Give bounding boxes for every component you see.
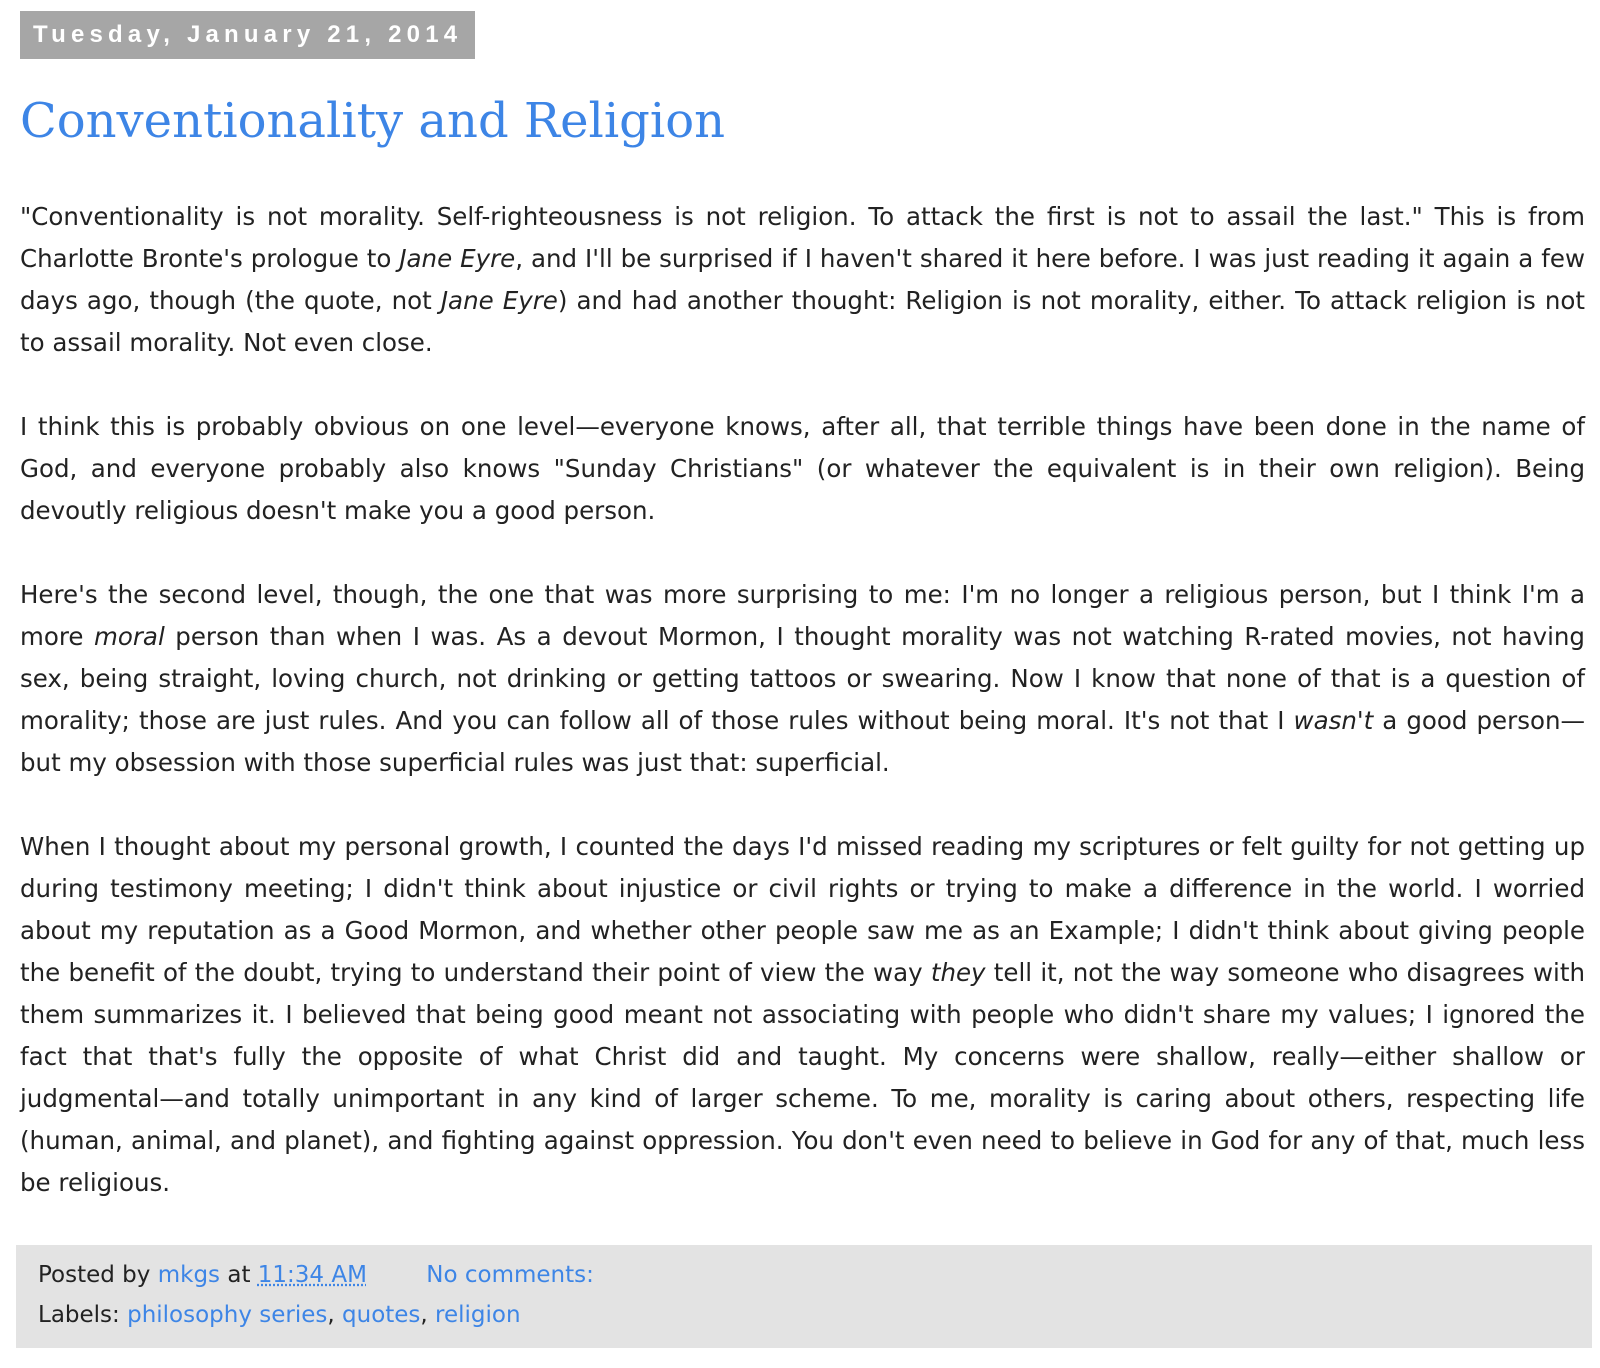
timestamp-link[interactable]: 11:34 AM [257, 1262, 367, 1288]
post-title: Conventionality and Religion [20, 93, 726, 149]
paragraph-1 [20, 196, 1585, 364]
post-footer [16, 1245, 1592, 1348]
paragraph-1-text-a: "Conventionality is not morality. Self-righteousness is not religion. To attack the first is not to assail the last." This is from Charlotte Bronte's prologue to [20, 202, 1585, 273]
emphasis: moral [94, 622, 165, 651]
emphasis: they [930, 958, 986, 987]
paragraph-2: I think this is probably obvious on one level—everyone knows, after all, that terrible things have been done in the name of God, and everyone probably also knows "Sunday Christians" (or whatever the equivalent is in their own religion). Being devoutly religious doesn't make you a good person. [20, 412, 1585, 525]
post-labels-line [38, 1295, 1570, 1335]
at-label: at [227, 1262, 251, 1288]
label-link-philosophy-series[interactable]: philosophy series [127, 1302, 328, 1328]
comments-link[interactable]: No comments: [426, 1262, 594, 1288]
paragraph-1-text-b: , and I'll be surprised if I haven't shared it here before. I was just reading it again a few days ago, though (the quote, not [20, 244, 1585, 315]
posted-by-label: Posted by [38, 1262, 151, 1288]
post-meta-line [38, 1255, 1570, 1295]
label-link-religion[interactable]: religion [435, 1302, 521, 1328]
post-body [20, 196, 1585, 1246]
paragraph-3-text-a: Here's the second level, though, the one that was more surprising to me: I'm no longer a religious person, but I think I'm a more [20, 580, 1585, 651]
paragraph-4-text-a: When I thought about my personal growth, I counted the days I'd missed reading my scriptures or felt guilty for not getting up during testimony meeting; I didn't think about injustice or civil rights or trying to make a difference in the world. I worried about my reputation as a Good Mormon, and whether other people saw me as an Example; I didn't think about giving people the benefit of the doubt, trying to understand their point of view the way [20, 832, 1585, 987]
labels-label: Labels: [38, 1302, 120, 1328]
paragraph-3-text-b: person than when I was. As a devout Mormon, I thought morality was not watching R-rated movies, not having sex, being straight, loving church, not drinking or getting tattoos or swearing. Now I know that none of that is a question of morality; those are just rules. And you can follow all of those rules without being moral. It's not that I [20, 622, 1585, 735]
label-link-quotes[interactable]: quotes [342, 1302, 421, 1328]
book-title-emphasis: Jane Eyre [399, 244, 516, 273]
label-separator: , [327, 1302, 335, 1328]
label-separator: , [420, 1302, 428, 1328]
paragraph-4-text-b: tell it, not the way someone who disagrees with them summarizes it. I believed that being good meant not associating with people who didn't share my values; I ignored the fact that that's fully the opposite of what Christ did and taught. My concerns were shallow, really—either shallow or judgmental—and totally unimportant in any kind of larger scheme. To me, morality is caring about others, respecting life (human, animal, and planet), and fighting against oppression. You don't even need to believe in God for any of that, much less be religious. [20, 958, 1586, 1197]
book-title-emphasis: Jane Eyre [440, 286, 558, 315]
paragraph-3-text-c: a good person—but my obsession with those superficial rules was just that: superficial. [20, 706, 1585, 777]
paragraph-3 [20, 574, 1585, 784]
paragraph-1-text-c: ) and had another thought: Religion is not morality, either. To attack religion is not to assail morality. Not even close. [20, 286, 1585, 357]
emphasis: wasn't [1293, 706, 1374, 735]
paragraph-4 [20, 826, 1585, 1204]
date-header: Tuesday, January 21, 2014 [20, 11, 475, 59]
author-link[interactable]: mkgs [157, 1262, 221, 1288]
